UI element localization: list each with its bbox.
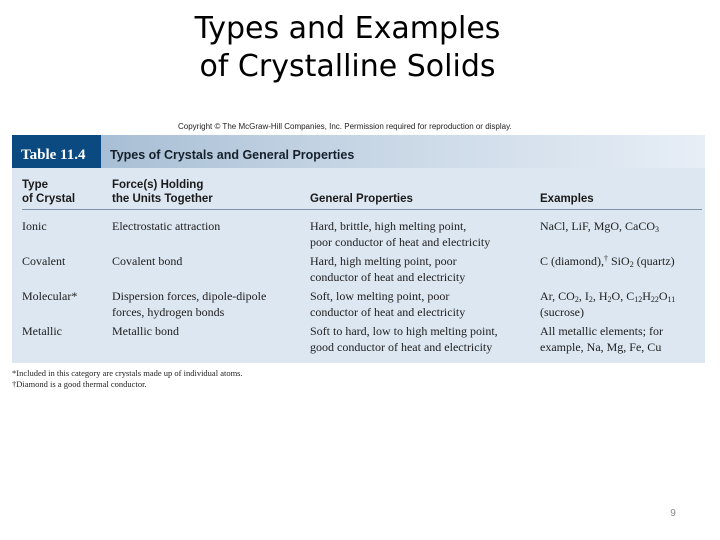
examples-line bbox=[540, 253, 675, 269]
table-row-molecular-examples bbox=[540, 288, 675, 320]
examples-text: , I bbox=[578, 289, 589, 303]
properties-line: Soft, low melting point, poor bbox=[310, 289, 450, 303]
table-number: Table 11.4 bbox=[12, 135, 101, 168]
examples-line: (sucrose) bbox=[540, 305, 584, 319]
column-header-properties bbox=[310, 192, 413, 206]
table-row-metallic-examples bbox=[540, 323, 663, 355]
table-row-covalent-force: Covalent bond bbox=[112, 254, 183, 268]
table-row-metallic-force: Metallic bond bbox=[112, 324, 179, 338]
table-row-ionic-type: Ionic bbox=[22, 219, 47, 233]
column-header-force bbox=[112, 178, 213, 206]
properties-line: good conductor of heat and electricity bbox=[310, 340, 493, 354]
header-type-line-1: Type bbox=[22, 179, 48, 191]
header-force-line-2: the Units Together bbox=[112, 193, 213, 205]
examples-text: SiO bbox=[608, 254, 630, 268]
properties-line: poor conductor of heat and electricity bbox=[310, 235, 491, 249]
crystal-types-table bbox=[12, 135, 705, 363]
table-row-covalent-examples bbox=[540, 253, 675, 269]
footnote-atoms: *Included in this category are crystals made up of individual atoms. bbox=[12, 368, 243, 378]
header-properties-label: General Properties bbox=[310, 193, 413, 205]
header-divider bbox=[22, 209, 702, 210]
force-line: forces, hydrogen bonds bbox=[112, 305, 225, 319]
table-row-molecular-properties bbox=[310, 288, 465, 320]
examples-text: O, C bbox=[611, 289, 635, 303]
subscript: 12 bbox=[634, 295, 643, 304]
copyright-notice: Copyright © The McGraw-Hill Companies, Inc. Permission required for reproduction or display. bbox=[178, 122, 512, 131]
properties-line: conductor of heat and electricity bbox=[310, 270, 466, 284]
subscript: 2 bbox=[574, 295, 579, 304]
table-row-ionic-properties bbox=[310, 218, 490, 250]
properties-line: Soft to hard, low to high melting point, bbox=[310, 324, 498, 338]
examples-text: (quartz) bbox=[633, 254, 675, 268]
subscript: 22 bbox=[650, 295, 659, 304]
examples-text: C (diamond), bbox=[540, 254, 604, 268]
table-row-covalent-type: Covalent bbox=[22, 254, 66, 268]
footnote-diamond: †Diamond is a good thermal conductor. bbox=[12, 379, 147, 389]
subscript: 2 bbox=[629, 260, 634, 269]
examples-line: example, Na, Mg, Fe, Cu bbox=[540, 340, 662, 354]
column-header-type bbox=[22, 178, 75, 206]
table-row-molecular-type: Molecular* bbox=[22, 289, 78, 303]
examples-text: NaCl, LiF, MgO, CaCO bbox=[540, 219, 656, 233]
table-row-ionic-examples bbox=[540, 218, 659, 234]
table-row-molecular-force bbox=[112, 288, 266, 320]
page-number: 9 bbox=[670, 508, 676, 519]
subscript: 11 bbox=[667, 295, 676, 304]
subscript: 3 bbox=[655, 225, 660, 234]
table-row-metallic-properties bbox=[310, 323, 498, 355]
header-type-line-2: of Crystal bbox=[22, 193, 76, 205]
examples-line bbox=[540, 218, 659, 234]
subscript: 2 bbox=[607, 295, 612, 304]
examples-text: Ar, CO bbox=[540, 289, 575, 303]
properties-line: Hard, high melting point, poor bbox=[310, 254, 457, 268]
force-line: Dispersion forces, dipole-dipole bbox=[112, 289, 267, 303]
slide-title bbox=[120, 10, 575, 86]
properties-line: Hard, brittle, high melting point, bbox=[310, 219, 467, 233]
table-header-bar bbox=[12, 135, 705, 168]
examples-text: O bbox=[658, 289, 668, 303]
table-row-ionic-force: Electrostatic attraction bbox=[112, 219, 221, 233]
title-line-1: Types and Examples bbox=[194, 11, 501, 46]
properties-line: conductor of heat and electricity bbox=[310, 305, 466, 319]
subscript: 2 bbox=[588, 295, 593, 304]
examples-line: All metallic elements; for bbox=[540, 324, 663, 338]
table-row-metallic-type: Metallic bbox=[22, 324, 62, 338]
table-caption: Types of Crystals and General Properties bbox=[110, 148, 355, 162]
examples-text: , H bbox=[592, 289, 608, 303]
examples-line bbox=[540, 288, 675, 304]
footnote-dagger: † bbox=[604, 254, 608, 263]
examples-text: H bbox=[642, 289, 651, 303]
title-line-2: of Crystalline Solids bbox=[199, 49, 496, 84]
header-examples-label: Examples bbox=[540, 193, 594, 205]
column-header-examples bbox=[540, 192, 594, 206]
table-row-covalent-properties bbox=[310, 253, 465, 285]
header-force-line-1: Force(s) Holding bbox=[112, 179, 204, 191]
